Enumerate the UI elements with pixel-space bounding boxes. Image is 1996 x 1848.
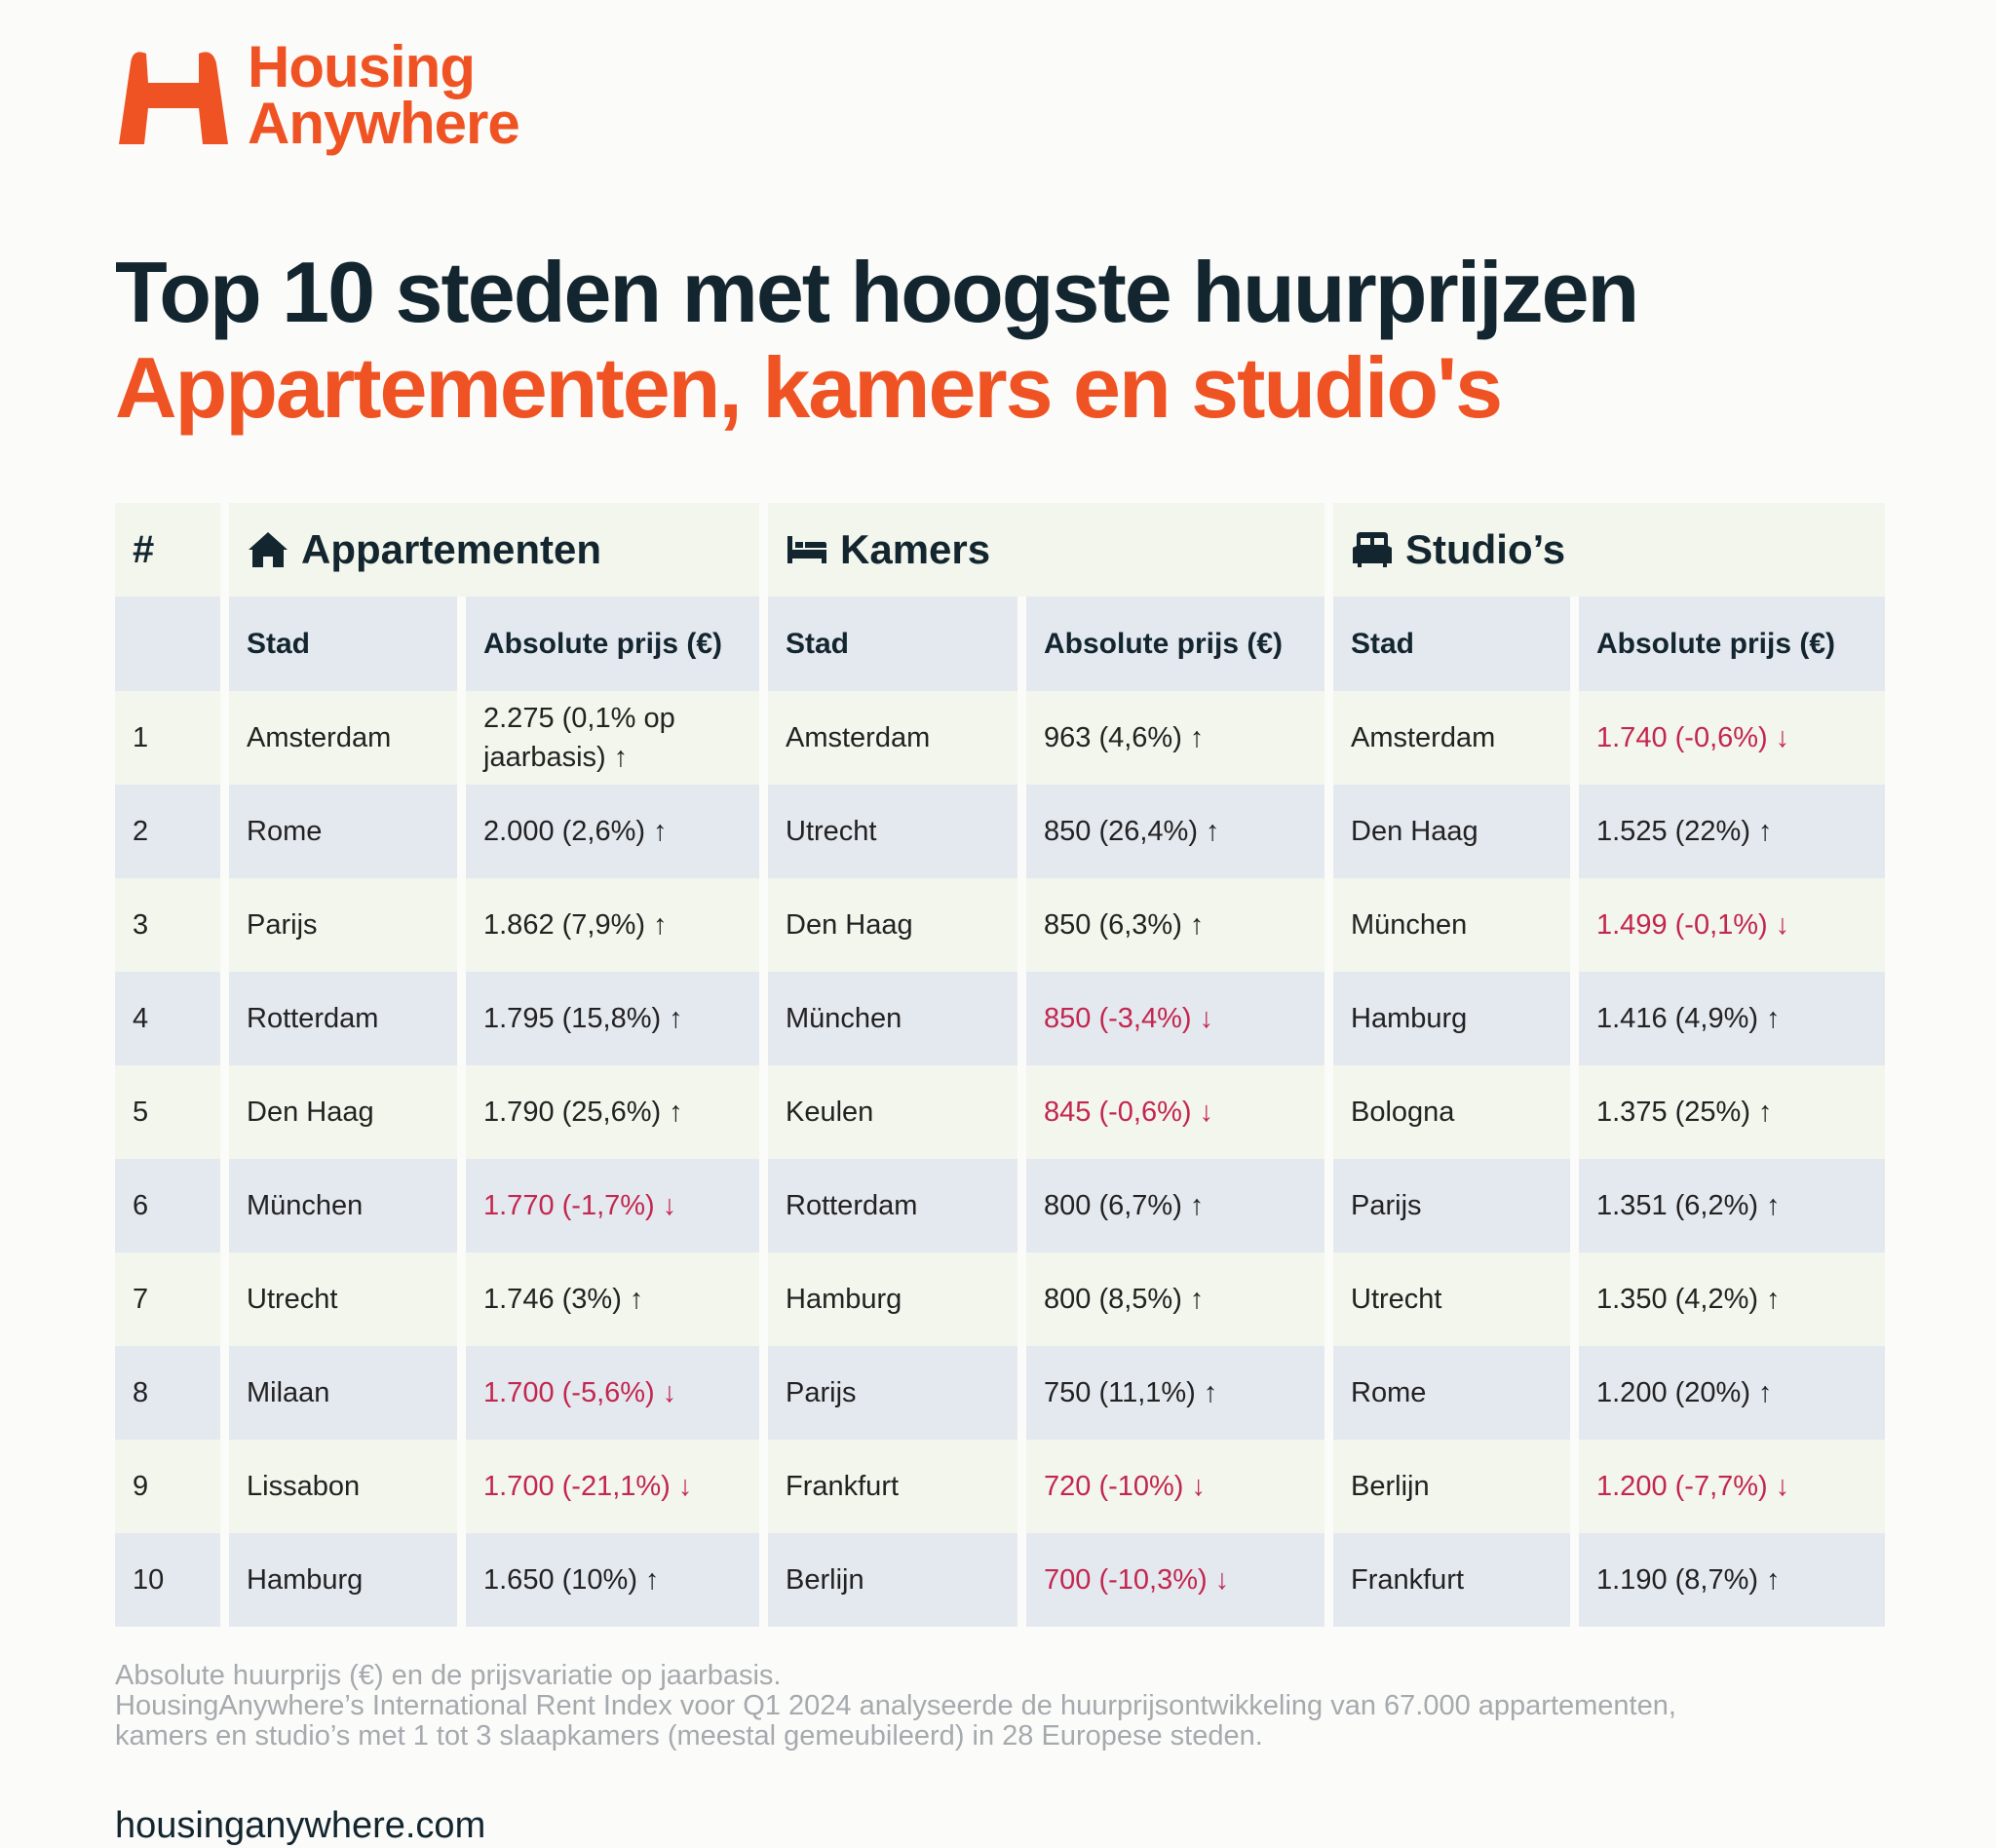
rank-cell-text: 8 — [133, 1377, 149, 1408]
room-price-cell — [1026, 1440, 1324, 1533]
apt-price-cell — [466, 1346, 759, 1440]
apt-price-cell-text: 1.650 (10%) ↑ — [483, 1564, 660, 1596]
studio-price-cell — [1579, 1065, 1885, 1159]
brand-wordmark — [248, 34, 519, 156]
rank-cell — [115, 785, 220, 878]
room-city-cell — [768, 1346, 1017, 1440]
room-city-cell — [768, 1533, 1017, 1627]
apt-city-cell — [229, 785, 457, 878]
rank-cell — [115, 1533, 220, 1627]
studio-price-cell — [1579, 972, 1885, 1065]
rank-subheader — [115, 597, 220, 691]
rank-cell-text: 10 — [133, 1564, 165, 1596]
apt-price-cell — [466, 1159, 759, 1252]
studio-city-cell-text: Hamburg — [1351, 1003, 1468, 1034]
rank-cell-text: 4 — [133, 1003, 149, 1034]
brand-line1: Housing — [248, 34, 475, 99]
studio-price-cell-text: 1.200 (-7,7%) ↓ — [1596, 1471, 1790, 1502]
room-city-cell-text: Rotterdam — [786, 1190, 918, 1221]
studio-bed-icon — [1351, 530, 1394, 569]
room-city-cell-text: Keulen — [786, 1097, 874, 1128]
room-price-cell — [1026, 1159, 1324, 1252]
apt-city-cell — [229, 1252, 457, 1346]
apt-city-cell-text: Utrecht — [247, 1284, 338, 1315]
room-city-cell-text: Hamburg — [786, 1284, 902, 1315]
studio-city-cell-text: Frankfurt — [1351, 1564, 1465, 1596]
rank-cell — [115, 1440, 220, 1533]
apt-price-cell-text: 1.795 (15,8%) ↑ — [483, 1003, 683, 1034]
rank-cell-text: 9 — [133, 1471, 149, 1502]
room-price-cell-text: 800 (6,7%) ↑ — [1044, 1190, 1205, 1221]
studio-city-cell-text: Rome — [1351, 1377, 1427, 1408]
room-city-cell-text: München — [786, 1003, 902, 1034]
apt-city-cell — [229, 1159, 457, 1252]
room-price-cell — [1026, 785, 1324, 878]
room-price-cell — [1026, 1346, 1324, 1440]
studio-price-cell — [1579, 1252, 1885, 1346]
rank-cell-text: 2 — [133, 816, 149, 847]
studio-city-cell — [1333, 691, 1570, 785]
group-label-studios: Studio’s — [1405, 526, 1566, 572]
rank-cell — [115, 1065, 220, 1159]
apt-price-cell — [466, 878, 759, 972]
studio-city-cell-text: Den Haag — [1351, 816, 1478, 847]
apt-city-cell — [229, 972, 457, 1065]
room-price-cell-text: 850 (6,3%) ↑ — [1044, 909, 1205, 941]
studio-price-cell-text: 1.190 (8,7%) ↑ — [1596, 1564, 1781, 1596]
apt-price-cell-text: 1.862 (7,9%) ↑ — [483, 909, 668, 941]
brand-line2: Anywhere — [248, 91, 519, 156]
apt-price-cell — [466, 785, 759, 878]
group-label-appartementen: Appartementen — [301, 526, 602, 572]
room-price-cell-text: 720 (-10%) ↓ — [1044, 1471, 1207, 1502]
rank-cell — [115, 878, 220, 972]
room-city-cell — [768, 1065, 1017, 1159]
apt-price-cell — [466, 1252, 759, 1346]
apt-price-cell — [466, 691, 759, 785]
room-city-cell-text: Berlijn — [786, 1564, 864, 1596]
page-subtitle: Appartementen, kamers en studio's — [115, 339, 1502, 436]
room-city-cell — [768, 1252, 1017, 1346]
room-city-cell — [768, 1440, 1017, 1533]
studio-city-cell-text: Berlijn — [1351, 1471, 1430, 1502]
apt-price-cell — [466, 972, 759, 1065]
page-title: Top 10 steden met hoogste huurprijzen — [115, 244, 1638, 340]
rank-cell — [115, 691, 220, 785]
apt-price-cell — [466, 1065, 759, 1159]
studio-price-cell — [1579, 1440, 1885, 1533]
studio-price-cell-text: 1.200 (20%) ↑ — [1596, 1377, 1773, 1408]
room-price-cell-text: 800 (8,5%) ↑ — [1044, 1284, 1205, 1315]
studio-city-cell-text: Amsterdam — [1351, 722, 1496, 753]
studio-city-cell-text: Bologna — [1351, 1097, 1455, 1128]
group-header-kamers — [768, 503, 1324, 597]
apt-price-cell-text: 1.700 (-5,6%) ↓ — [483, 1377, 677, 1408]
room-city-cell — [768, 878, 1017, 972]
apt-city-cell-text: Den Haag — [247, 1097, 374, 1128]
rank-cell-text: 3 — [133, 909, 149, 941]
studio-city-cell — [1333, 1065, 1570, 1159]
apt-city-cell-text: Milaan — [247, 1377, 330, 1408]
room-price-cell — [1026, 972, 1324, 1065]
bed-icon — [786, 530, 828, 569]
studio-city-cell — [1333, 972, 1570, 1065]
room-city-cell-text: Utrecht — [786, 816, 877, 847]
footnote-line2: HousingAnywhere’s International Rent Index voor Q1 2024 analyseerde de huurprijsontwikkeling van 67.000 appartementen, — [115, 1690, 1676, 1721]
apt-city-cell-text: Hamburg — [247, 1564, 364, 1596]
room-price-cell-text: 845 (-0,6%) ↓ — [1044, 1097, 1214, 1128]
studio-price-cell-text: 1.351 (6,2%) ↑ — [1596, 1190, 1781, 1221]
room-city-cell-text: Parijs — [786, 1377, 857, 1408]
apt-price-cell-text: 2.000 (2,6%) ↑ — [483, 816, 668, 847]
apt-city-cell — [229, 1065, 457, 1159]
apt-city-cell — [229, 878, 457, 972]
studio-price-cell-text: 1.416 (4,9%) ↑ — [1596, 1003, 1781, 1034]
rank-cell — [115, 1252, 220, 1346]
studio-price-cell — [1579, 1159, 1885, 1252]
apt-price-header: Absolute prijs (€) — [466, 597, 759, 691]
studio-city-cell-text: Parijs — [1351, 1190, 1422, 1221]
rank-cell-text: 7 — [133, 1284, 149, 1315]
room-price-header: Absolute prijs (€) — [1026, 597, 1324, 691]
room-city-cell-text: Den Haag — [786, 909, 913, 941]
rent-table-grid — [115, 503, 1877, 1627]
studio-price-cell-text: 1.740 (-0,6%) ↓ — [1596, 722, 1790, 753]
apt-price-cell-text: 1.790 (25,6%) ↑ — [483, 1097, 683, 1128]
studio-city-cell-text: Utrecht — [1351, 1284, 1442, 1315]
room-price-cell-text: 850 (26,4%) ↑ — [1044, 816, 1220, 847]
room-city-cell — [768, 972, 1017, 1065]
room-city-cell-text: Frankfurt — [786, 1471, 900, 1502]
apt-city-cell — [229, 1440, 457, 1533]
studio-price-cell — [1579, 1533, 1885, 1627]
group-label-kamers: Kamers — [840, 526, 991, 572]
rank-cell — [115, 1346, 220, 1440]
studio-price-cell-text: 1.499 (-0,1%) ↓ — [1596, 909, 1790, 941]
apt-city-cell — [229, 691, 457, 785]
footnote-line1: Absolute huurprijs (€) en de prijsvariatie op jaarbasis. — [115, 1660, 782, 1691]
apt-price-cell — [466, 1533, 759, 1627]
studio-price-cell-text: 1.350 (4,2%) ↑ — [1596, 1284, 1781, 1315]
rank-cell-text: 1 — [133, 722, 149, 753]
rank-cell-text: 5 — [133, 1097, 149, 1128]
apt-price-cell-text: 2.275 (0,1% op jaarbasis) ↑ — [483, 703, 675, 773]
room-city-cell-text: Amsterdam — [786, 722, 931, 753]
studio-price-cell — [1579, 878, 1885, 972]
rank-header: # — [115, 503, 220, 597]
rank-cell — [115, 972, 220, 1065]
group-header-studios — [1333, 503, 1885, 597]
brand-logo — [115, 34, 519, 156]
studio-city-cell — [1333, 1533, 1570, 1627]
room-city-cell — [768, 1159, 1017, 1252]
apt-price-cell-text: 1.770 (-1,7%) ↓ — [483, 1190, 677, 1221]
apt-city-cell — [229, 1533, 457, 1627]
studio-price-cell — [1579, 1346, 1885, 1440]
rank-cell — [115, 1159, 220, 1252]
apt-city-cell — [229, 1346, 457, 1440]
room-price-cell-text: 700 (-10,3%) ↓ — [1044, 1564, 1230, 1596]
room-price-cell — [1026, 1533, 1324, 1627]
studio-price-header: Absolute prijs (€) — [1579, 597, 1885, 691]
apt-city-cell-text: Lissabon — [247, 1471, 361, 1502]
housinganywhere-logo-icon — [115, 42, 232, 149]
room-price-cell — [1026, 1252, 1324, 1346]
room-city-cell — [768, 691, 1017, 785]
studio-city-cell — [1333, 1346, 1570, 1440]
studio-price-cell-text: 1.525 (22%) ↑ — [1596, 816, 1773, 847]
studio-city-header: Stad — [1333, 597, 1570, 691]
studio-city-cell-text: München — [1351, 909, 1468, 941]
group-header-appartementen — [229, 503, 759, 597]
apt-city-cell-text: Amsterdam — [247, 722, 392, 753]
room-city-header: Stad — [768, 597, 1017, 691]
studio-city-cell — [1333, 878, 1570, 972]
room-city-cell — [768, 785, 1017, 878]
footnote — [115, 1661, 1676, 1752]
studio-price-cell — [1579, 691, 1885, 785]
apt-city-cell-text: Parijs — [247, 909, 318, 941]
studio-city-cell — [1333, 785, 1570, 878]
room-price-cell — [1026, 1065, 1324, 1159]
rank-cell-text: 6 — [133, 1190, 149, 1221]
studio-price-cell — [1579, 785, 1885, 878]
house-icon — [247, 530, 289, 569]
studio-city-cell — [1333, 1440, 1570, 1533]
room-price-cell-text: 750 (11,1%) ↑ — [1044, 1377, 1218, 1408]
apt-price-cell-text: 1.700 (-21,1%) ↓ — [483, 1471, 693, 1502]
room-price-cell-text: 850 (-3,4%) ↓ — [1044, 1003, 1214, 1034]
apt-city-header: Stad — [229, 597, 457, 691]
apt-city-cell-text: Rotterdam — [247, 1003, 379, 1034]
apt-price-cell — [466, 1440, 759, 1533]
studio-city-cell — [1333, 1252, 1570, 1346]
room-price-cell-text: 963 (4,6%) ↑ — [1044, 722, 1205, 753]
studio-city-cell — [1333, 1159, 1570, 1252]
footnote-line3: kamers en studio’s met 1 tot 3 slaapkamers (meestal gemeubileerd) in 28 Europese steden. — [115, 1720, 1263, 1752]
room-price-cell — [1026, 878, 1324, 972]
website-link[interactable]: housinganywhere.com — [115, 1805, 486, 1846]
rent-table — [115, 503, 1877, 1627]
apt-city-cell-text: München — [247, 1190, 364, 1221]
apt-city-cell-text: Rome — [247, 816, 323, 847]
apt-price-cell-text: 1.746 (3%) ↑ — [483, 1284, 644, 1315]
studio-price-cell-text: 1.375 (25%) ↑ — [1596, 1097, 1773, 1128]
room-price-cell — [1026, 691, 1324, 785]
